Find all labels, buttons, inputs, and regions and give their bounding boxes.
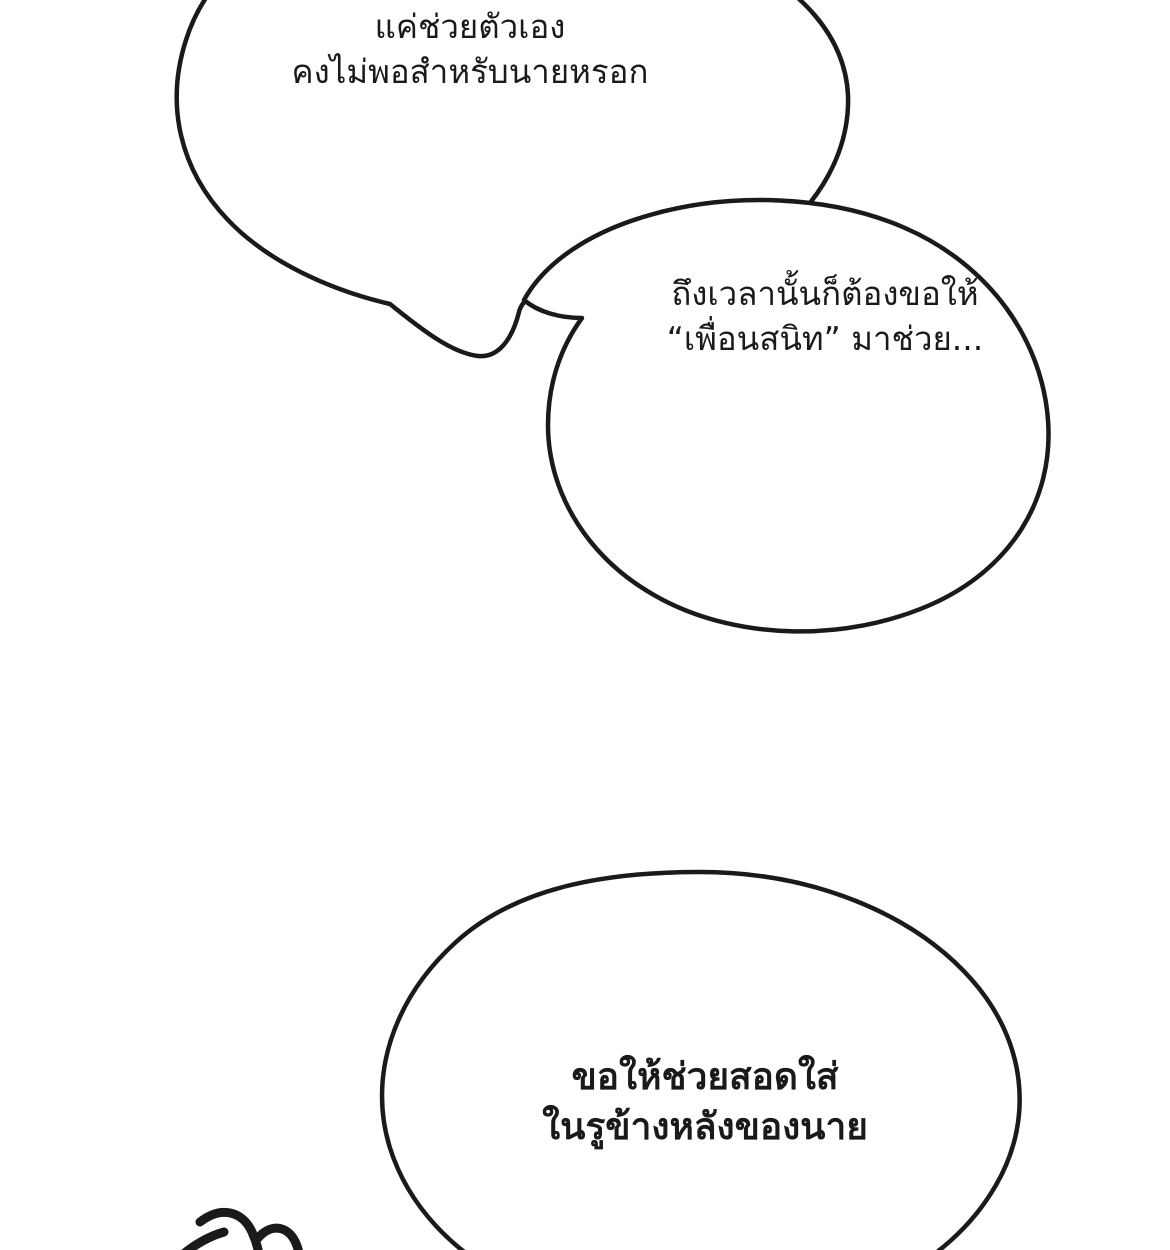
bubble-top-text: แค่ช่วยตัวเอง คงไม่พอสำหรับนายหรอก [291,7,649,91]
bubble-bottom-text: ขอให้ช่วยสอดใส่ ในรูข้างหลังของนาย [542,1055,868,1148]
bubble-bottom-outline [382,872,1020,1250]
ink-brush-stroke [150,1212,301,1250]
bubble-middle-text: ถึงเวลานั้นก็ต้องขอให้ “เพื่อนสนิท” มาช่วย... [666,274,984,358]
bubble-middle-outline [524,200,1049,631]
